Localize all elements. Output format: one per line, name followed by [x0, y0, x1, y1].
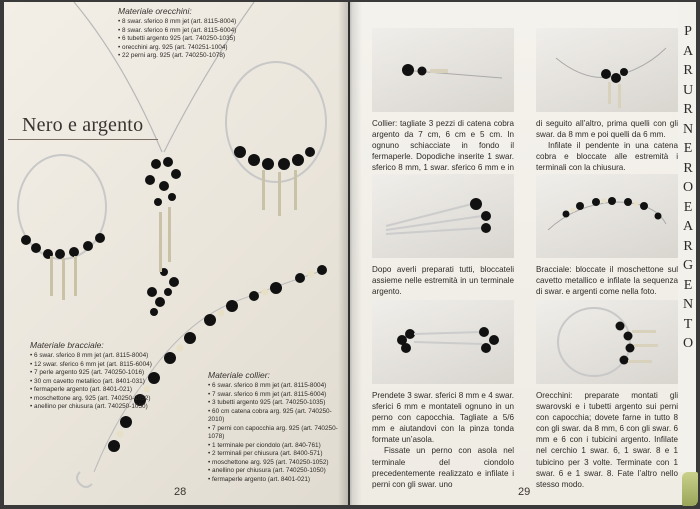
list-item: • moschettone arg. 925 (art. 740250-1052)	[30, 395, 205, 404]
banner-letter: N	[682, 121, 694, 137]
list-item: • fermaperle argento (art. 8401-021)	[30, 386, 205, 395]
list-item: • 6 swar. sferico 8 mm jet (art. 8115-8004)	[208, 382, 348, 391]
caption-bracciale	[536, 264, 678, 297]
materials-bracelet-title: Materiale bracciale:	[30, 340, 104, 350]
banner-letter: R	[683, 63, 693, 78]
caption-text: Fissate un perno con asola nel terminale del ciondolo precedentemente realizzato e infilate i perni con gli swar. uno	[372, 446, 514, 489]
list-item: • 7 swar. sferico 6 mm jet (art. 8115-6004)	[208, 391, 348, 400]
caption-text: Dopo averli preparati tutti, bloccateli assieme nelle estremità in un terminale argento.	[372, 265, 514, 297]
necklace-pendant	[145, 157, 181, 316]
page-number: 29	[518, 486, 531, 498]
leaf-decoration	[682, 472, 698, 506]
caption-text: bloccate il moschettone sul cavetto metallico e infilate la sequenza di swar. e argenti come nella foto.	[536, 265, 679, 297]
list-item: • moschettone arg. 925 (art. 740250-1052)	[208, 459, 348, 468]
list-item: • 60 cm catena cobra arg. 925 (art. 740250-2010)	[208, 408, 348, 425]
banner-letter: R	[683, 238, 693, 254]
caption-text: Prendete 3 swar. sferici 8 mm e 4 swar. sferici 6 mm e montateli ognuno in un perno con capocchia. Tagliate a 5/6 mm e aiutandovi con la pinza tonda formate un’asola.	[372, 391, 514, 445]
step-photo-1	[372, 28, 514, 112]
caption-step-3	[372, 264, 514, 297]
list-item: • 8 swar. sferico 6 mm jet (art. 8115-6004)	[118, 27, 278, 36]
step-photo-6	[536, 300, 678, 384]
banner-letter: A	[682, 219, 694, 234]
banner-letter: R	[683, 102, 693, 117]
list-item: • 22 perni arg. 925 (art. 740250-1078)	[118, 52, 278, 61]
caption-text: Infilate il pendente in una catena cobra e bloccate alle estremità i terminali con la chiusura.	[536, 141, 678, 173]
banner-letter: T	[683, 316, 693, 332]
section-title: Nero e argento	[22, 114, 144, 136]
list-item: • anellino per chiusura (art. 740250-1050)	[208, 467, 348, 476]
list-item: • 2 terminali per chiusura (art. 8400-571)	[208, 450, 348, 459]
caption-text: tagliate 3 pezzi di catena cobra argento da 7 cm, 6 cm e 5 cm. In ognuno schiacciate in fondo il fermaperle. Dopodiche inserite 1 swar. sferico 8 mm, 1 swar. sferico 6 mm e in	[372, 119, 514, 173]
step-photo-5	[372, 300, 514, 384]
step-photo-2	[536, 28, 678, 112]
list-item: • 1 terminale per ciondolo (art. 840-761)	[208, 442, 348, 451]
list-item: • 30 cm cavetto metallico (art. 8401-031)	[30, 378, 205, 387]
title-divider	[8, 139, 158, 140]
caption-lead: Bracciale:	[536, 265, 572, 274]
banner-letter: U	[682, 82, 694, 98]
banner-letter: G	[682, 258, 694, 273]
list-item: • anellino per chiusura (art. 740250-1050)	[30, 403, 205, 412]
list-item: • orecchini arg. 925 (art. 740251-1004)	[118, 44, 278, 53]
list-item: • 8 swar. sferico 8 mm jet (art. 8115-8004)	[118, 18, 278, 27]
list-item: • fermaperle argento (art. 8401-021)	[208, 476, 348, 485]
caption-orecchini	[536, 390, 678, 490]
caption-lead: Collier:	[372, 119, 398, 128]
caption-text: preparate montati gli swarovski e i tubetti argento sui perni con capocchia; dovete farne in tutto 8 con gli swar. da 8 mm, 6 con gli swar. 6 mm e 6 con i tubicini argento. Infilate nel cerchio 1 swar. 6, 1 swar. 8 e 1 tubicino per 3 volte. Terminate con 1 swar. 6 e 1 swar. 8. Fate l’altro nello stesso modo.	[536, 391, 678, 489]
spine-shadow	[338, 2, 362, 505]
banner-letter: O	[682, 180, 694, 195]
banner-letter: N	[682, 297, 694, 312]
right-page	[350, 2, 696, 505]
materials-necklace-title: Materiale collier:	[208, 370, 270, 380]
banner-letter: P	[684, 24, 692, 39]
banner-letter: E	[683, 277, 693, 293]
page-number: 28	[174, 486, 187, 498]
vertical-title	[680, 22, 696, 354]
materials-earrings	[118, 6, 278, 61]
list-item: • 6 swar. sferico 8 mm jet (art. 8115-8004)	[30, 352, 205, 361]
list-item: • 7 perni con capocchia arg. 925 (art. 740250-1078)	[208, 425, 348, 442]
list-item: • 7 perle argento 925 (art. 740250-1016)	[30, 369, 205, 378]
banner-letter: E	[683, 141, 693, 156]
banner-letter: E	[683, 199, 693, 215]
caption-lead: Orecchini:	[536, 391, 573, 400]
materials-bracelet	[30, 340, 205, 412]
materials-earrings-title: Materiale orecchini:	[118, 6, 192, 16]
banner-letter: R	[683, 160, 693, 176]
caption-collier-2	[536, 118, 678, 173]
left-page	[4, 2, 348, 505]
list-item: • 6 tubetti argento 925 (art. 740250-1035)	[118, 35, 278, 44]
list-item: • 12 swar. sferico 6 mm jet (art. 8115-6004)	[30, 361, 205, 370]
list-item: • 3 tubetti argento 925 (art. 740250-1035)	[208, 399, 348, 408]
banner-letter: O	[682, 336, 694, 351]
step-photo-4	[536, 174, 678, 258]
materials-necklace	[208, 370, 348, 484]
caption-step-5	[372, 390, 514, 490]
banner-letter: A	[682, 43, 694, 59]
caption-text: di seguito all’altro, prima quelli con gli swar. da 8 mm e poi quelli da 6 mm.	[536, 119, 678, 140]
step-photo-3	[372, 174, 514, 258]
